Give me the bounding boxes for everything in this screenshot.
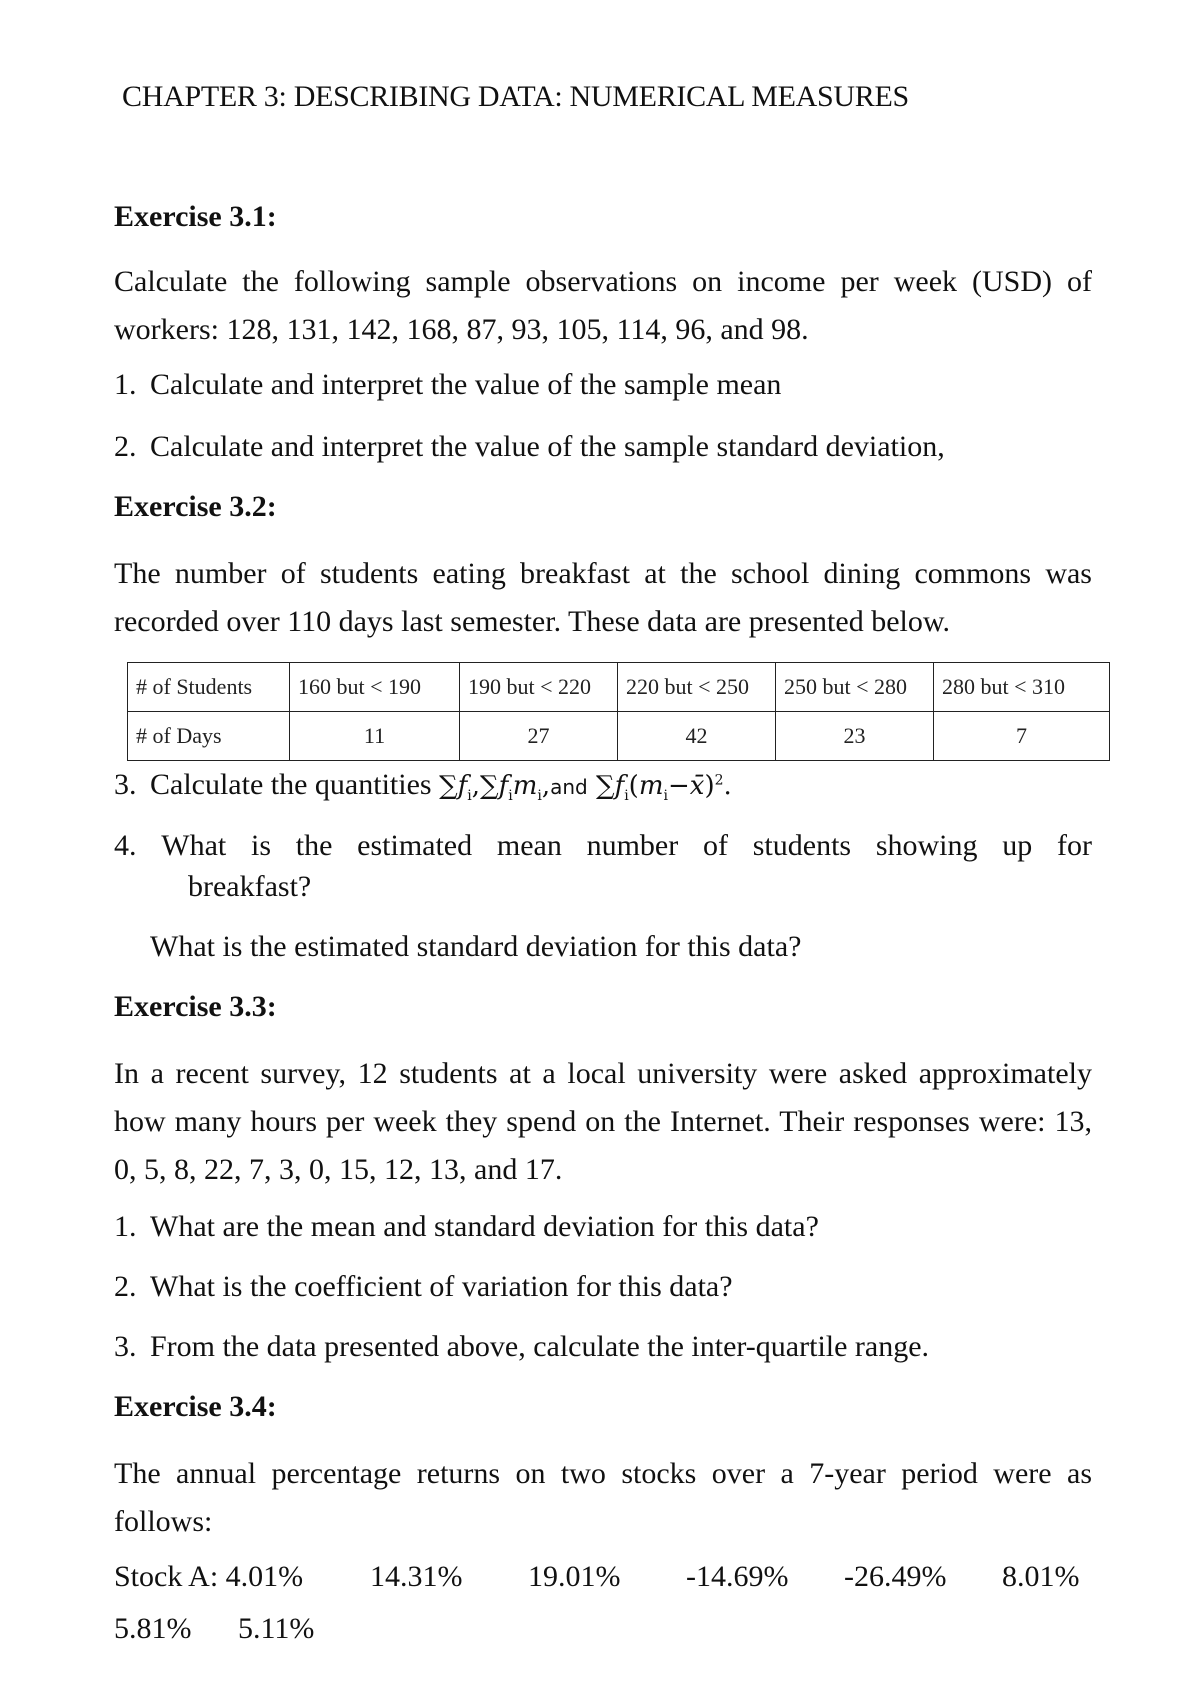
exercise-3-3-item-2 — [114, 1270, 733, 1304]
item-number: 3. — [114, 768, 137, 801]
exercise-3-1-paragraph: Calculate the following sample observations on income per week (USD) of workers: 128, 131, 142, 168, 87, 93, 105, 114, 96, and 98. — [114, 265, 1092, 346]
table-cell: 160 but < 190 — [290, 663, 460, 712]
table-cell: 42 — [618, 712, 776, 761]
item-number: 2. — [114, 1270, 137, 1303]
exercise-3-1-item-2 — [114, 430, 945, 464]
exercise-3-2-item-4-continuation: breakfast? — [188, 870, 312, 903]
item-text: What is the estimated mean number of students showing up for — [161, 829, 1092, 862]
table-cell: 27 — [460, 712, 618, 761]
formula-and-word: and — [550, 775, 588, 799]
table-cell: 280 but < 310 — [934, 663, 1110, 712]
item-text: What are the mean and standard deviation for this data? — [150, 1210, 819, 1243]
item-number: 1. — [114, 368, 137, 401]
exercise-3-2-item-4 — [114, 822, 1092, 870]
item-number: 1. — [114, 1210, 137, 1243]
table-cell: 7 — [934, 712, 1110, 761]
exercise-3-4-heading: Exercise 3.4: — [114, 1390, 277, 1423]
item-number: 2. — [114, 430, 137, 463]
stock-a-value: 5.11% — [238, 1612, 315, 1645]
stock-a-value: 8.01% — [1002, 1560, 1080, 1593]
exercise-3-1-item-1 — [114, 368, 781, 402]
exercise-3-2-paragraph: The number of students eating breakfast at the school dining commons was recorded over 110 days last semester. These data are presented below. — [114, 557, 1092, 638]
table-row — [128, 663, 1110, 712]
exercise-3-3-item-3 — [114, 1330, 929, 1364]
exercise-3-2-heading: Exercise 3.2: — [114, 490, 277, 523]
table-cell: 190 but < 220 — [460, 663, 618, 712]
summation-formula: $\sum f_i,\sum f_im_i,and$ $\sum f_i(m_i-x̄)^2$. — [439, 771, 732, 805]
exercise-3-1-heading: Exercise 3.1: — [114, 200, 277, 233]
stock-a-value: -14.69% — [686, 1560, 789, 1593]
exercise-3-2-extra-question: What is the estimated standard deviation for this data? — [150, 930, 802, 963]
exercise-3-3-item-1 — [114, 1210, 819, 1244]
table-cell: # of Students — [128, 663, 290, 712]
stock-a-returns-line-1 — [114, 1560, 1094, 1600]
table-cell: 23 — [776, 712, 934, 761]
exercise-3-3-paragraph: In a recent survey, 12 students at a local university were asked approximately how many hours per week they spend on the Internet. Their responses were: 13, 0, 5, 8, 22, 7, 3, 0, 15, 12, 13, and 17. — [114, 1057, 1092, 1186]
stock-a-label: Stock A: 4.01% — [114, 1560, 304, 1593]
chapter-title: CHAPTER 3: DESCRIBING DATA: NUMERICAL MEASURES — [122, 80, 909, 113]
stock-a-value: 14.31% — [370, 1560, 463, 1593]
item-text: What is the coefficient of variation for this data? — [150, 1270, 733, 1303]
exercise-3-2-item-3 — [114, 768, 732, 804]
exercise-3-3-heading: Exercise 3.3: — [114, 990, 277, 1023]
breakfast-frequency-table — [127, 662, 1110, 761]
item-text: From the data presented above, calculate the inter-quartile range. — [150, 1330, 930, 1363]
table-row — [128, 712, 1110, 761]
item-text: Calculate the quantities — [150, 768, 432, 801]
stock-a-value: 5.81% — [114, 1612, 192, 1645]
exercise-3-4-paragraph: The annual percentage returns on two stocks over a 7-year period were as follows: — [114, 1457, 1092, 1538]
item-number: 4. — [114, 829, 137, 862]
item-number: 3. — [114, 1330, 137, 1363]
stock-a-returns-line-2 — [114, 1612, 514, 1652]
item-text: Calculate and interpret the value of the sample standard deviation, — [150, 430, 945, 463]
item-text: Calculate and interpret the value of the sample mean — [150, 368, 782, 401]
table-cell: 220 but < 250 — [618, 663, 776, 712]
stock-a-value: -26.49% — [844, 1560, 947, 1593]
table-cell: # of Days — [128, 712, 290, 761]
stock-a-value: 19.01% — [528, 1560, 621, 1593]
table-cell: 11 — [290, 712, 460, 761]
table-cell: 250 but < 280 — [776, 663, 934, 712]
